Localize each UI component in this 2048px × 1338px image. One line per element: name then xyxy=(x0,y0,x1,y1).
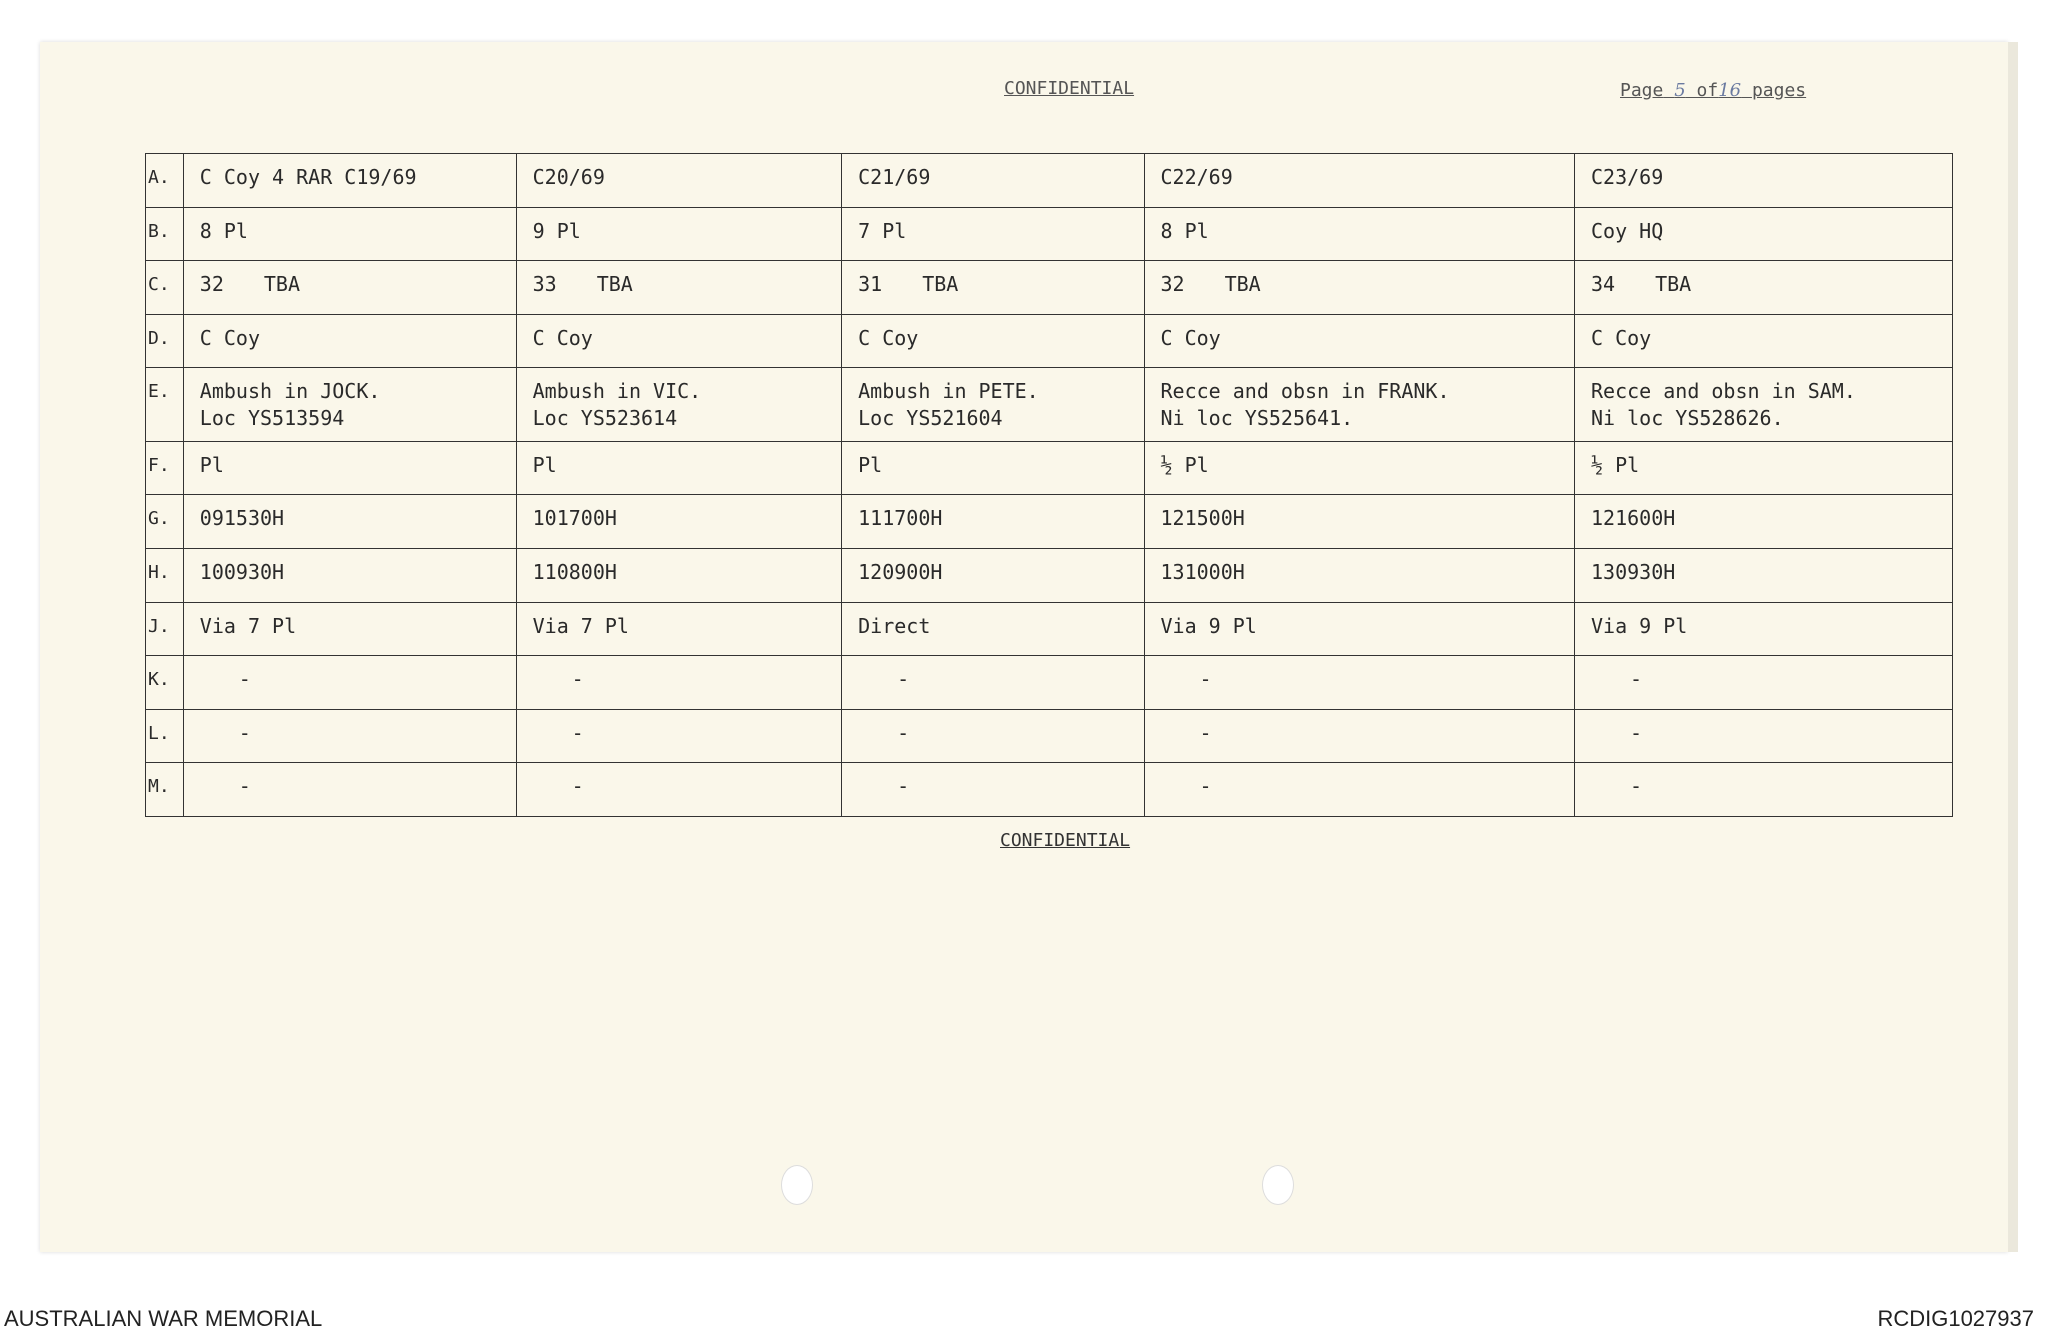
table-row xyxy=(146,549,1953,603)
row-label: C. xyxy=(146,261,184,315)
table-cell: Ambush in JOCK. Loc YS513594 xyxy=(183,368,516,442)
table-cell: Via 7 Pl xyxy=(183,602,516,656)
table-cell: - xyxy=(183,763,516,817)
table-cell: Via 9 Pl xyxy=(1574,602,1952,656)
table-row xyxy=(146,656,1953,710)
row-label: D. xyxy=(146,314,184,368)
table-cell: - xyxy=(1144,763,1574,817)
table-cell: C Coy xyxy=(1144,314,1574,368)
patrol-table xyxy=(145,153,1953,817)
table-cell: 091530H xyxy=(183,495,516,549)
page-edge xyxy=(2008,42,2018,1252)
table-cell: Coy HQ xyxy=(1574,207,1952,261)
table-cell: 7 Pl xyxy=(842,207,1144,261)
table-row xyxy=(146,602,1953,656)
page-total: 16 xyxy=(1718,80,1742,101)
table-cell: 130930H xyxy=(1574,549,1952,603)
table-cell: - xyxy=(842,709,1144,763)
table-cell: 120900H xyxy=(842,549,1144,603)
table-cell: 8 Pl xyxy=(1144,207,1574,261)
table-cell: C20/69 xyxy=(516,154,841,208)
table-cell: Recce and obsn in FRANK. Ni loc YS525641. xyxy=(1144,368,1574,442)
table-cell: C22/69 xyxy=(1144,154,1574,208)
table-cell: - xyxy=(183,709,516,763)
table-cell: 8 Pl xyxy=(183,207,516,261)
table-cell: 32 TBA xyxy=(1144,261,1574,315)
table-cell: 110800H xyxy=(516,549,841,603)
row-label: E. xyxy=(146,368,184,442)
of-label: of xyxy=(1696,80,1719,101)
row-label: F. xyxy=(146,441,184,495)
table-row xyxy=(146,763,1953,817)
row-label: L. xyxy=(146,709,184,763)
punch-hole xyxy=(1262,1165,1294,1205)
table-row xyxy=(146,368,1953,442)
table-cell: - xyxy=(1574,709,1952,763)
table-cell: Ambush in PETE. Loc YS521604 xyxy=(842,368,1144,442)
table-cell: 121500H xyxy=(1144,495,1574,549)
table-row xyxy=(146,441,1953,495)
table-cell: C23/69 xyxy=(1574,154,1952,208)
table-cell: 101700H xyxy=(516,495,841,549)
table-cell: - xyxy=(1144,709,1574,763)
table-cell: 121600H xyxy=(1574,495,1952,549)
table-cell: - xyxy=(516,763,841,817)
table-cell: 33 TBA xyxy=(516,261,841,315)
archive-source: AUSTRALIAN WAR MEMORIAL xyxy=(4,1306,323,1331)
table-cell: ½ Pl xyxy=(1144,441,1574,495)
table-cell: 100930H xyxy=(183,549,516,603)
table-cell: C Coy xyxy=(183,314,516,368)
table-cell: C Coy xyxy=(516,314,841,368)
table-cell: - xyxy=(1144,656,1574,710)
table-cell: 9 Pl xyxy=(516,207,841,261)
archive-id: RCDIG1027937 xyxy=(1877,1306,2034,1331)
table-cell: Ambush in VIC. Loc YS523614 xyxy=(516,368,841,442)
table-cell: - xyxy=(1574,656,1952,710)
table-cell: - xyxy=(516,656,841,710)
table-cell: 32 TBA xyxy=(183,261,516,315)
pages-label: pages xyxy=(1751,80,1807,101)
row-label: A. xyxy=(146,154,184,208)
confidential-footer: CONFIDENTIAL xyxy=(1000,830,1131,851)
table-cell: Direct xyxy=(842,602,1144,656)
table-cell: 131000H xyxy=(1144,549,1574,603)
table-cell: Pl xyxy=(183,441,516,495)
punch-hole xyxy=(781,1165,813,1205)
table-row xyxy=(146,207,1953,261)
table-cell: C Coy 4 RAR C19/69 xyxy=(183,154,516,208)
table-row xyxy=(146,495,1953,549)
row-label: M. xyxy=(146,763,184,817)
table-cell: C Coy xyxy=(842,314,1144,368)
page-counter xyxy=(1620,80,1806,101)
table-row xyxy=(146,154,1953,208)
table-cell: Recce and obsn in SAM. Ni loc YS528626. xyxy=(1574,368,1952,442)
table-cell: - xyxy=(842,763,1144,817)
row-label: B. xyxy=(146,207,184,261)
row-label: K. xyxy=(146,656,184,710)
table-cell: Via 9 Pl xyxy=(1144,602,1574,656)
table-cell: - xyxy=(1574,763,1952,817)
confidential-header: CONFIDENTIAL xyxy=(1004,78,1135,99)
table-row xyxy=(146,261,1953,315)
table-cell: ½ Pl xyxy=(1574,441,1952,495)
table-row xyxy=(146,709,1953,763)
row-label: H. xyxy=(146,549,184,603)
table-cell: Pl xyxy=(842,441,1144,495)
table-row xyxy=(146,314,1953,368)
table-cell: - xyxy=(183,656,516,710)
table-cell: C Coy xyxy=(1574,314,1952,368)
table-cell: - xyxy=(516,709,841,763)
row-label: J. xyxy=(146,602,184,656)
table-cell: Pl xyxy=(516,441,841,495)
table-cell: C21/69 xyxy=(842,154,1144,208)
table-cell: 31 TBA xyxy=(842,261,1144,315)
row-label: G. xyxy=(146,495,184,549)
page-label: Page xyxy=(1620,80,1664,101)
page-number: 5 xyxy=(1674,80,1686,101)
table-cell: 111700H xyxy=(842,495,1144,549)
table-cell: 34 TBA xyxy=(1574,261,1952,315)
table-cell: Via 7 Pl xyxy=(516,602,841,656)
table-cell: - xyxy=(842,656,1144,710)
